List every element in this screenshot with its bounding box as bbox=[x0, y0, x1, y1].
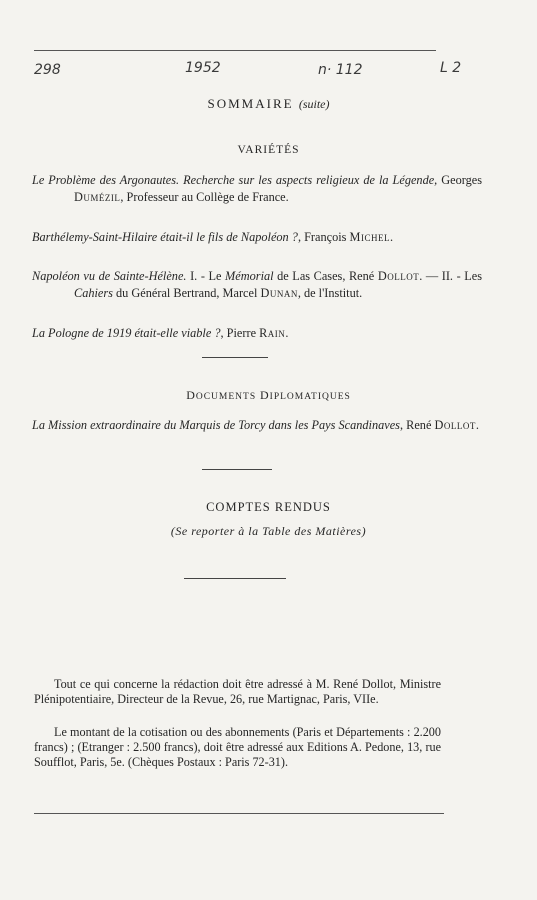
top-rule bbox=[34, 50, 436, 51]
entry-text: , René bbox=[399, 418, 435, 432]
handwritten-issue: n· 112 bbox=[318, 62, 363, 78]
entry-text: , de l'Institut. bbox=[297, 285, 363, 300]
entry-text: I. - Le bbox=[186, 269, 226, 283]
handwritten-code: L 2 bbox=[440, 60, 462, 76]
entry-title-text: Mémorial bbox=[225, 269, 274, 283]
heading-initial: D bbox=[260, 388, 270, 402]
entry-title-text: La Mission extraordinaire du Marquis de Torcy dans les Pays Scandinaves bbox=[32, 418, 400, 432]
heading-rest: IPLOMATIQUES bbox=[269, 392, 351, 402]
toc-entry bbox=[32, 268, 482, 301]
separator bbox=[202, 357, 268, 358]
comptes-note: (Se reporter à la Table des Matières) bbox=[170, 524, 367, 538]
entry-text: , Professeur au Collège de France. bbox=[120, 189, 289, 204]
author-surname: Dumézil bbox=[74, 189, 121, 204]
author-surname: Rain bbox=[259, 326, 286, 340]
subscription-notice: Le montant de la cotisation ou des abonnements (Paris et Départements : 2.200 francs) ; (Etranger : 2.500 francs), doit être adressé aux Editions A. Pedone, 13, rue Soufflot, Paris, 5e. (Chèques Postaux : Paris 72-31). bbox=[34, 725, 441, 769]
separator bbox=[184, 578, 286, 579]
author-surname: Dollot bbox=[434, 418, 476, 432]
toc-entry bbox=[32, 229, 482, 246]
entry-text: de Las Cases, René bbox=[273, 269, 378, 283]
toc-entry bbox=[32, 417, 482, 434]
editorial-notice: Tout ce qui concerne la rédaction doit être adressé à M. René Dollot, Ministre Plénipotentiaire, Directeur de la Revue, 26, rue Martignac, Paris, VIIe. bbox=[34, 677, 441, 706]
separator bbox=[202, 469, 272, 470]
handwritten-year: 1952 bbox=[185, 60, 221, 76]
section-heading-comptes: COMPTES RENDUS bbox=[206, 500, 331, 514]
author-surname: Dunan bbox=[260, 285, 298, 300]
bottom-rule bbox=[34, 813, 444, 814]
toc-entry bbox=[32, 325, 482, 342]
entry-text: Georges bbox=[437, 173, 482, 187]
page-title bbox=[0, 96, 537, 112]
handwritten-page-number: 298 bbox=[34, 62, 61, 78]
heading-rest: OCUMENTS bbox=[195, 392, 257, 402]
toc-entry bbox=[32, 172, 482, 205]
title-suite: (suite) bbox=[298, 97, 330, 111]
author-surname: Michel bbox=[349, 230, 390, 244]
author-surname: Dollot bbox=[377, 269, 420, 283]
entry-title-text: La Pologne de 1919 était-elle viable ? bbox=[32, 326, 221, 340]
entry-text: . bbox=[389, 230, 394, 244]
entry-text: , Pierre bbox=[220, 326, 260, 340]
entry-title-text: Napoléon vu de Sainte-Hélène. bbox=[32, 269, 187, 283]
title-main: SOMMAIRE bbox=[207, 96, 294, 111]
entry-text: . bbox=[285, 326, 289, 340]
entry-text: , François bbox=[297, 230, 350, 244]
entry-title-text: Le Problème des Argonautes. Recherche sur les aspects religieux de la Légende, bbox=[32, 173, 438, 187]
entry-title-text: Cahiers bbox=[74, 285, 113, 300]
entry-text: . bbox=[475, 418, 479, 432]
section-heading-documents bbox=[0, 388, 537, 403]
heading-initial: D bbox=[186, 388, 196, 402]
section-heading-varietes: VARIÉTÉS bbox=[237, 144, 300, 156]
entry-text: du Général Bertrand, Marcel bbox=[112, 285, 261, 300]
entry-text: . — II. - Les bbox=[419, 269, 482, 283]
entry-title-text: Barthélemy-Saint-Hilaire était-il le fils de Napoléon ? bbox=[32, 230, 298, 244]
